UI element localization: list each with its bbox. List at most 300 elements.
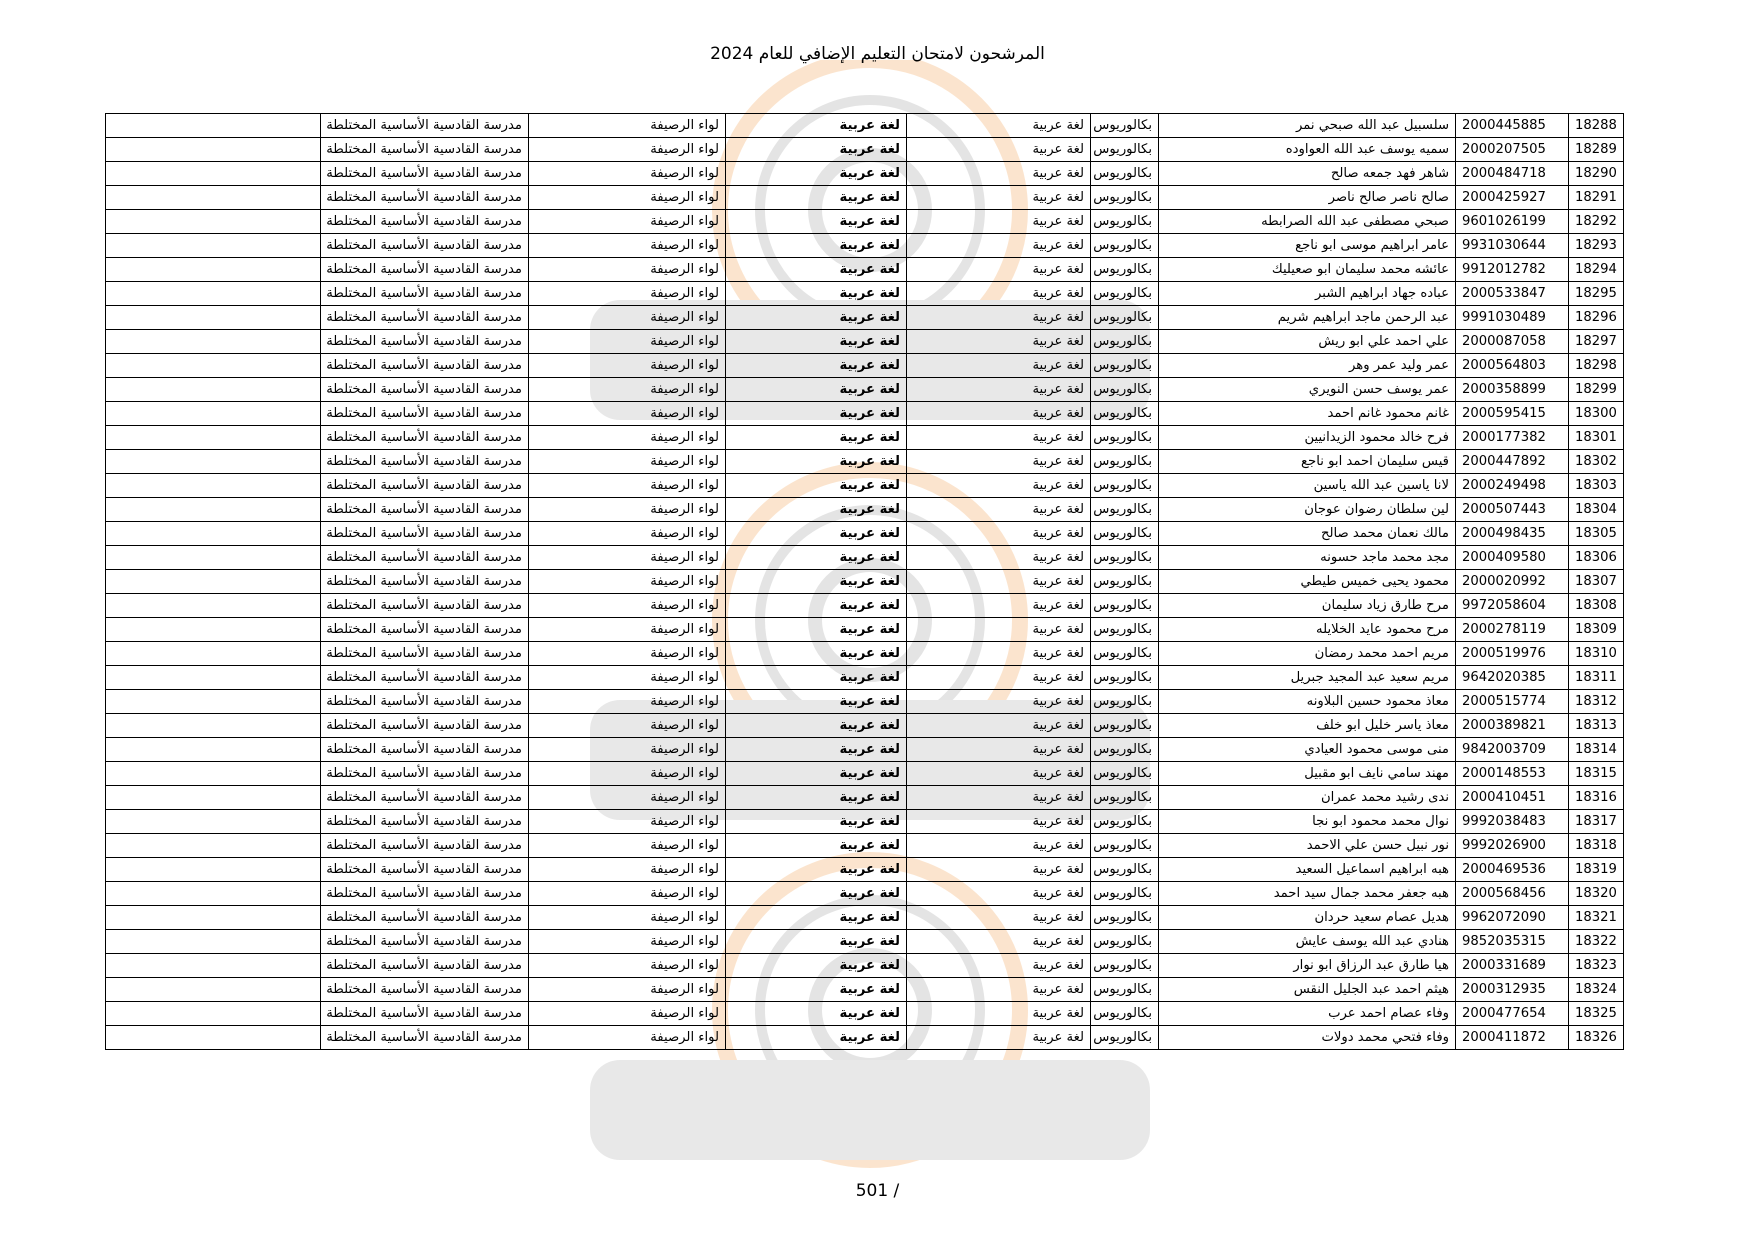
table-row: [106, 426, 1624, 450]
cell-deg: بكالوريوس: [1091, 402, 1159, 426]
cell-name: هبه جعفر محمد جمال سيد احمد: [1159, 882, 1456, 906]
cell-empty: [106, 450, 321, 474]
cell-dir: لواء الرصيفة: [529, 162, 726, 186]
cell-school: مدرسة القادسية الأساسية المختلطة: [321, 474, 529, 498]
cell-subj: لغة عربية: [726, 426, 907, 450]
cell-school: مدرسة القادسية الأساسية المختلطة: [321, 786, 529, 810]
cell-deg: بكالوريوس: [1091, 426, 1159, 450]
cell-name: لين سلطان رضوان عوجان: [1159, 498, 1456, 522]
cell-spec: لغة عربية: [907, 234, 1091, 258]
cell-dir: لواء الرصيفة: [529, 954, 726, 978]
cell-empty: [106, 282, 321, 306]
cell-school: مدرسة القادسية الأساسية المختلطة: [321, 1026, 529, 1050]
cell-nat: 9972058604: [1456, 594, 1569, 618]
cell-spec: لغة عربية: [907, 1026, 1091, 1050]
cell-subj: لغة عربية: [726, 714, 907, 738]
cell-empty: [106, 522, 321, 546]
table-row: [106, 330, 1624, 354]
cell-school: مدرسة القادسية الأساسية المختلطة: [321, 234, 529, 258]
cell-subj: لغة عربية: [726, 834, 907, 858]
cell-deg: بكالوريوس: [1091, 594, 1159, 618]
cell-empty: [106, 1002, 321, 1026]
cell-empty: [106, 186, 321, 210]
cell-dir: لواء الرصيفة: [529, 762, 726, 786]
table-row: [106, 234, 1624, 258]
cell-subj: لغة عربية: [726, 546, 907, 570]
cell-name: هيثم احمد عبد الجليل النقس: [1159, 978, 1456, 1002]
cell-dir: لواء الرصيفة: [529, 210, 726, 234]
cell-id: 18292: [1569, 210, 1624, 234]
cell-dir: لواء الرصيفة: [529, 378, 726, 402]
cell-deg: بكالوريوس: [1091, 186, 1159, 210]
cell-dir: لواء الرصيفة: [529, 1026, 726, 1050]
cell-empty: [106, 906, 321, 930]
cell-name: هبه ابراهيم اسماعيل السعيد: [1159, 858, 1456, 882]
cell-id: 18317: [1569, 810, 1624, 834]
cell-name: علي احمد علي ابو ريش: [1159, 330, 1456, 354]
cell-school: مدرسة القادسية الأساسية المختلطة: [321, 378, 529, 402]
cell-id: 18316: [1569, 786, 1624, 810]
cell-name: سميه يوسف عبد الله العواوده: [1159, 138, 1456, 162]
cell-spec: لغة عربية: [907, 330, 1091, 354]
cell-nat: 2000389821: [1456, 714, 1569, 738]
cell-subj: لغة عربية: [726, 1002, 907, 1026]
table-row: [106, 666, 1624, 690]
cell-empty: [106, 114, 321, 138]
cell-name: عمر وليد عمر وهر: [1159, 354, 1456, 378]
cell-id: 18305: [1569, 522, 1624, 546]
table-row: [106, 186, 1624, 210]
cell-nat: 2000278119: [1456, 618, 1569, 642]
cell-school: مدرسة القادسية الأساسية المختلطة: [321, 186, 529, 210]
table-row: [106, 858, 1624, 882]
cell-name: لانا ياسين عبد الله ياسين: [1159, 474, 1456, 498]
cell-deg: بكالوريوس: [1091, 378, 1159, 402]
cell-nat: 2000498435: [1456, 522, 1569, 546]
cell-id: 18302: [1569, 450, 1624, 474]
cell-deg: بكالوريوس: [1091, 834, 1159, 858]
cell-name: وفاء فتحي محمد دولات: [1159, 1026, 1456, 1050]
table-row: [106, 258, 1624, 282]
cell-subj: لغة عربية: [726, 474, 907, 498]
cell-name: هديل عصام سعيد حردان: [1159, 906, 1456, 930]
page-number: 501 /: [855, 1181, 900, 1201]
cell-nat: 9931030644: [1456, 234, 1569, 258]
cell-subj: لغة عربية: [726, 354, 907, 378]
cell-id: 18318: [1569, 834, 1624, 858]
cell-school: مدرسة القادسية الأساسية المختلطة: [321, 1002, 529, 1026]
cell-empty: [106, 714, 321, 738]
table-row: [106, 402, 1624, 426]
cell-id: 18290: [1569, 162, 1624, 186]
cell-empty: [106, 258, 321, 282]
cell-subj: لغة عربية: [726, 666, 907, 690]
cell-nat: 2000312935: [1456, 978, 1569, 1002]
cell-school: مدرسة القادسية الأساسية المختلطة: [321, 666, 529, 690]
cell-spec: لغة عربية: [907, 810, 1091, 834]
cell-deg: بكالوريوس: [1091, 354, 1159, 378]
cell-name: مالك نعمان محمد صالح: [1159, 522, 1456, 546]
cell-nat: 2000177382: [1456, 426, 1569, 450]
cell-school: مدرسة القادسية الأساسية المختلطة: [321, 522, 529, 546]
cell-spec: لغة عربية: [907, 834, 1091, 858]
cell-dir: لواء الرصيفة: [529, 930, 726, 954]
cell-deg: بكالوريوس: [1091, 810, 1159, 834]
cell-spec: لغة عربية: [907, 858, 1091, 882]
table-row: [106, 930, 1624, 954]
cell-nat: 2000249498: [1456, 474, 1569, 498]
cell-name: غانم محمود غانم احمد: [1159, 402, 1456, 426]
cell-school: مدرسة القادسية الأساسية المختلطة: [321, 882, 529, 906]
cell-name: هنادي عبد الله يوسف عايش: [1159, 930, 1456, 954]
cell-id: 18301: [1569, 426, 1624, 450]
cell-dir: لواء الرصيفة: [529, 642, 726, 666]
cell-nat: 2000411872: [1456, 1026, 1569, 1050]
cell-subj: لغة عربية: [726, 906, 907, 930]
cell-empty: [106, 426, 321, 450]
cell-spec: لغة عربية: [907, 570, 1091, 594]
cell-school: مدرسة القادسية الأساسية المختلطة: [321, 834, 529, 858]
cell-dir: لواء الرصيفة: [529, 330, 726, 354]
cell-deg: بكالوريوس: [1091, 906, 1159, 930]
cell-school: مدرسة القادسية الأساسية المختلطة: [321, 162, 529, 186]
cell-subj: لغة عربية: [726, 882, 907, 906]
cell-subj: لغة عربية: [726, 186, 907, 210]
table-row: [106, 594, 1624, 618]
cell-spec: لغة عربية: [907, 666, 1091, 690]
cell-school: مدرسة القادسية الأساسية المختلطة: [321, 594, 529, 618]
cell-dir: لواء الرصيفة: [529, 306, 726, 330]
cell-id: 18293: [1569, 234, 1624, 258]
cell-id: 18310: [1569, 642, 1624, 666]
cell-empty: [106, 978, 321, 1002]
cell-name: نوال محمد محمود ابو نجا: [1159, 810, 1456, 834]
cell-name: معاذ ياسر خليل ابو خلف: [1159, 714, 1456, 738]
cell-dir: لواء الرصيفة: [529, 258, 726, 282]
cell-nat: 2000358899: [1456, 378, 1569, 402]
cell-deg: بكالوريوس: [1091, 642, 1159, 666]
cell-empty: [106, 882, 321, 906]
cell-subj: لغة عربية: [726, 594, 907, 618]
cell-empty: [106, 138, 321, 162]
cell-dir: لواء الرصيفة: [529, 546, 726, 570]
cell-deg: بكالوريوس: [1091, 666, 1159, 690]
cell-id: 18319: [1569, 858, 1624, 882]
cell-name: ندى رشيد محمد عمران: [1159, 786, 1456, 810]
table-row: [106, 498, 1624, 522]
table-row: [106, 954, 1624, 978]
cell-name: هيا طارق عبد الرزاق ابو نوار: [1159, 954, 1456, 978]
cell-school: مدرسة القادسية الأساسية المختلطة: [321, 858, 529, 882]
cell-empty: [106, 162, 321, 186]
cell-id: 18307: [1569, 570, 1624, 594]
cell-spec: لغة عربية: [907, 426, 1091, 450]
cell-deg: بكالوريوس: [1091, 522, 1159, 546]
cell-empty: [106, 594, 321, 618]
cell-school: مدرسة القادسية الأساسية المختلطة: [321, 930, 529, 954]
cell-deg: بكالوريوس: [1091, 954, 1159, 978]
cell-id: 18288: [1569, 114, 1624, 138]
cell-nat: 2000087058: [1456, 330, 1569, 354]
cell-subj: لغة عربية: [726, 114, 907, 138]
cell-name: عامر ابراهيم موسى ابو ناجع: [1159, 234, 1456, 258]
cell-name: صبحي مصطفى عبد الله الصرابطه: [1159, 210, 1456, 234]
cell-dir: لواء الرصيفة: [529, 738, 726, 762]
cell-deg: بكالوريوس: [1091, 1002, 1159, 1026]
cell-empty: [106, 954, 321, 978]
cell-nat: 2000469536: [1456, 858, 1569, 882]
cell-empty: [106, 738, 321, 762]
cell-dir: لواء الرصيفة: [529, 858, 726, 882]
cell-subj: لغة عربية: [726, 306, 907, 330]
table-row: [106, 1026, 1624, 1050]
cell-id: 18326: [1569, 1026, 1624, 1050]
cell-nat: 9601026199: [1456, 210, 1569, 234]
table-row: [106, 714, 1624, 738]
cell-id: 18303: [1569, 474, 1624, 498]
cell-spec: لغة عربية: [907, 714, 1091, 738]
cell-deg: بكالوريوس: [1091, 618, 1159, 642]
cell-deg: بكالوريوس: [1091, 978, 1159, 1002]
cell-subj: لغة عربية: [726, 498, 907, 522]
cell-deg: بكالوريوس: [1091, 882, 1159, 906]
cell-school: مدرسة القادسية الأساسية المختلطة: [321, 498, 529, 522]
cell-spec: لغة عربية: [907, 354, 1091, 378]
cell-spec: لغة عربية: [907, 114, 1091, 138]
cell-name: مجد محمد ماجد حسونه: [1159, 546, 1456, 570]
cell-dir: لواء الرصيفة: [529, 714, 726, 738]
cell-subj: لغة عربية: [726, 234, 907, 258]
cell-id: 18320: [1569, 882, 1624, 906]
cell-id: 18323: [1569, 954, 1624, 978]
cell-id: 18304: [1569, 498, 1624, 522]
table-row: [106, 738, 1624, 762]
cell-subj: لغة عربية: [726, 378, 907, 402]
cell-subj: لغة عربية: [726, 762, 907, 786]
cell-spec: لغة عربية: [907, 282, 1091, 306]
cell-name: قيس سليمان احمد ابو ناجع: [1159, 450, 1456, 474]
cell-deg: بكالوريوس: [1091, 114, 1159, 138]
cell-nat: 2000207505: [1456, 138, 1569, 162]
cell-dir: لواء الرصيفة: [529, 834, 726, 858]
cell-nat: 9992026900: [1456, 834, 1569, 858]
cell-nat: 9962072090: [1456, 906, 1569, 930]
cell-spec: لغة عربية: [907, 882, 1091, 906]
cell-deg: بكالوريوس: [1091, 306, 1159, 330]
cell-deg: بكالوريوس: [1091, 282, 1159, 306]
cell-id: 18315: [1569, 762, 1624, 786]
cell-spec: لغة عربية: [907, 546, 1091, 570]
cell-subj: لغة عربية: [726, 954, 907, 978]
cell-nat: 2000331689: [1456, 954, 1569, 978]
cell-spec: لغة عربية: [907, 954, 1091, 978]
cell-name: عباده جهاد ابراهيم الشبر: [1159, 282, 1456, 306]
cell-dir: لواء الرصيفة: [529, 114, 726, 138]
cell-deg: بكالوريوس: [1091, 858, 1159, 882]
cell-name: مرح طارق زياد سليمان: [1159, 594, 1456, 618]
table-row: [106, 762, 1624, 786]
cell-deg: بكالوريوس: [1091, 498, 1159, 522]
cell-dir: لواء الرصيفة: [529, 498, 726, 522]
cell-empty: [106, 1026, 321, 1050]
cell-deg: بكالوريوس: [1091, 762, 1159, 786]
cell-subj: لغة عربية: [726, 618, 907, 642]
cell-subj: لغة عربية: [726, 402, 907, 426]
cell-dir: لواء الرصيفة: [529, 810, 726, 834]
cell-school: مدرسة القادسية الأساسية المختلطة: [321, 810, 529, 834]
cell-id: 18322: [1569, 930, 1624, 954]
table-row: [106, 306, 1624, 330]
cell-name: صالح ناصر صالح ناصر: [1159, 186, 1456, 210]
cell-spec: لغة عربية: [907, 618, 1091, 642]
cell-empty: [106, 834, 321, 858]
cell-dir: لواء الرصيفة: [529, 570, 726, 594]
cell-subj: لغة عربية: [726, 330, 907, 354]
cell-id: 18321: [1569, 906, 1624, 930]
cell-id: 18308: [1569, 594, 1624, 618]
table-row: [106, 354, 1624, 378]
cell-subj: لغة عربية: [726, 522, 907, 546]
cell-subj: لغة عربية: [726, 570, 907, 594]
cell-spec: لغة عربية: [907, 450, 1091, 474]
cell-name: عبد الرحمن ماجد ابراهيم شريم: [1159, 306, 1456, 330]
cell-dir: لواء الرصيفة: [529, 690, 726, 714]
cell-spec: لغة عربية: [907, 258, 1091, 282]
cell-empty: [106, 810, 321, 834]
cell-dir: لواء الرصيفة: [529, 450, 726, 474]
cell-subj: لغة عربية: [726, 858, 907, 882]
cell-spec: لغة عربية: [907, 402, 1091, 426]
cell-empty: [106, 570, 321, 594]
cell-spec: لغة عربية: [907, 522, 1091, 546]
cell-spec: لغة عربية: [907, 690, 1091, 714]
cell-subj: لغة عربية: [726, 210, 907, 234]
cell-school: مدرسة القادسية الأساسية المختلطة: [321, 954, 529, 978]
cell-school: مدرسة القادسية الأساسية المختلطة: [321, 450, 529, 474]
cell-deg: بكالوريوس: [1091, 330, 1159, 354]
table-row: [106, 906, 1624, 930]
cell-id: 18294: [1569, 258, 1624, 282]
cell-name: مريم سعيد عبد المجيد جبريل: [1159, 666, 1456, 690]
cell-empty: [106, 786, 321, 810]
cell-spec: لغة عربية: [907, 930, 1091, 954]
cell-spec: لغة عربية: [907, 138, 1091, 162]
cell-empty: [106, 354, 321, 378]
table-row: [106, 570, 1624, 594]
cell-empty: [106, 402, 321, 426]
cell-school: مدرسة القادسية الأساسية المختلطة: [321, 642, 529, 666]
cell-name: وفاء عصام احمد عرب: [1159, 1002, 1456, 1026]
cell-name: مرح محمود عايد الخلايله: [1159, 618, 1456, 642]
cell-empty: [106, 378, 321, 402]
cell-id: 18291: [1569, 186, 1624, 210]
cell-school: مدرسة القادسية الأساسية المختلطة: [321, 618, 529, 642]
cell-dir: لواء الرصيفة: [529, 234, 726, 258]
cell-subj: لغة عربية: [726, 642, 907, 666]
cell-dir: لواء الرصيفة: [529, 522, 726, 546]
table-row: [106, 474, 1624, 498]
cell-spec: لغة عربية: [907, 594, 1091, 618]
cell-nat: 2000507443: [1456, 498, 1569, 522]
cell-school: مدرسة القادسية الأساسية المختلطة: [321, 906, 529, 930]
cell-spec: لغة عربية: [907, 978, 1091, 1002]
cell-spec: لغة عربية: [907, 306, 1091, 330]
cell-id: 18325: [1569, 1002, 1624, 1026]
cell-nat: 2000447892: [1456, 450, 1569, 474]
cell-name: نور نبيل حسن علي الاحمد: [1159, 834, 1456, 858]
cell-nat: 2000519976: [1456, 642, 1569, 666]
cell-deg: بكالوريوس: [1091, 714, 1159, 738]
cell-spec: لغة عربية: [907, 378, 1091, 402]
table-row: [106, 1002, 1624, 1026]
cell-empty: [106, 330, 321, 354]
cell-school: مدرسة القادسية الأساسية المختلطة: [321, 762, 529, 786]
cell-subj: لغة عربية: [726, 282, 907, 306]
cell-deg: بكالوريوس: [1091, 1026, 1159, 1050]
cell-nat: 2000533847: [1456, 282, 1569, 306]
cell-name: محمود يحيى خميس طيطي: [1159, 570, 1456, 594]
cell-spec: لغة عربية: [907, 186, 1091, 210]
cell-deg: بكالوريوس: [1091, 210, 1159, 234]
cell-nat: 2000595415: [1456, 402, 1569, 426]
cell-school: مدرسة القادسية الأساسية المختلطة: [321, 426, 529, 450]
cell-spec: لغة عربية: [907, 474, 1091, 498]
cell-deg: بكالوريوس: [1091, 546, 1159, 570]
cell-nat: 2000425927: [1456, 186, 1569, 210]
cell-nat: 9642020385: [1456, 666, 1569, 690]
cell-id: 18297: [1569, 330, 1624, 354]
cell-subj: لغة عربية: [726, 162, 907, 186]
cell-empty: [106, 618, 321, 642]
cell-empty: [106, 666, 321, 690]
cell-empty: [106, 858, 321, 882]
cell-id: 18312: [1569, 690, 1624, 714]
cell-subj: لغة عربية: [726, 138, 907, 162]
cell-nat: 9842003709: [1456, 738, 1569, 762]
cell-nat: 9991030489: [1456, 306, 1569, 330]
cell-id: 18313: [1569, 714, 1624, 738]
cell-id: 18314: [1569, 738, 1624, 762]
cell-empty: [106, 306, 321, 330]
cell-deg: بكالوريوس: [1091, 138, 1159, 162]
cell-name: منى موسى محمود العيادي: [1159, 738, 1456, 762]
cell-deg: بكالوريوس: [1091, 474, 1159, 498]
cell-dir: لواء الرصيفة: [529, 186, 726, 210]
table-row: [106, 546, 1624, 570]
cell-name: مريم احمد محمد رمضان: [1159, 642, 1456, 666]
cell-empty: [106, 234, 321, 258]
cell-empty: [106, 930, 321, 954]
table-row: [106, 882, 1624, 906]
cell-dir: لواء الرصيفة: [529, 786, 726, 810]
cell-deg: بكالوريوس: [1091, 258, 1159, 282]
cell-subj: لغة عربية: [726, 978, 907, 1002]
cell-spec: لغة عربية: [907, 906, 1091, 930]
cell-dir: لواء الرصيفة: [529, 426, 726, 450]
cell-school: مدرسة القادسية الأساسية المختلطة: [321, 258, 529, 282]
cell-dir: لواء الرصيفة: [529, 906, 726, 930]
cell-school: مدرسة القادسية الأساسية المختلطة: [321, 546, 529, 570]
cell-school: مدرسة القادسية الأساسية المختلطة: [321, 354, 529, 378]
cell-empty: [106, 642, 321, 666]
table-row: [106, 138, 1624, 162]
cell-deg: بكالوريوس: [1091, 234, 1159, 258]
cell-name: عائشه محمد سليمان ابو صعيليك: [1159, 258, 1456, 282]
cell-school: مدرسة القادسية الأساسية المختلطة: [321, 570, 529, 594]
table-row: [106, 114, 1624, 138]
cell-name: شاهر فهد جمعه صالح: [1159, 162, 1456, 186]
table-row: [106, 522, 1624, 546]
